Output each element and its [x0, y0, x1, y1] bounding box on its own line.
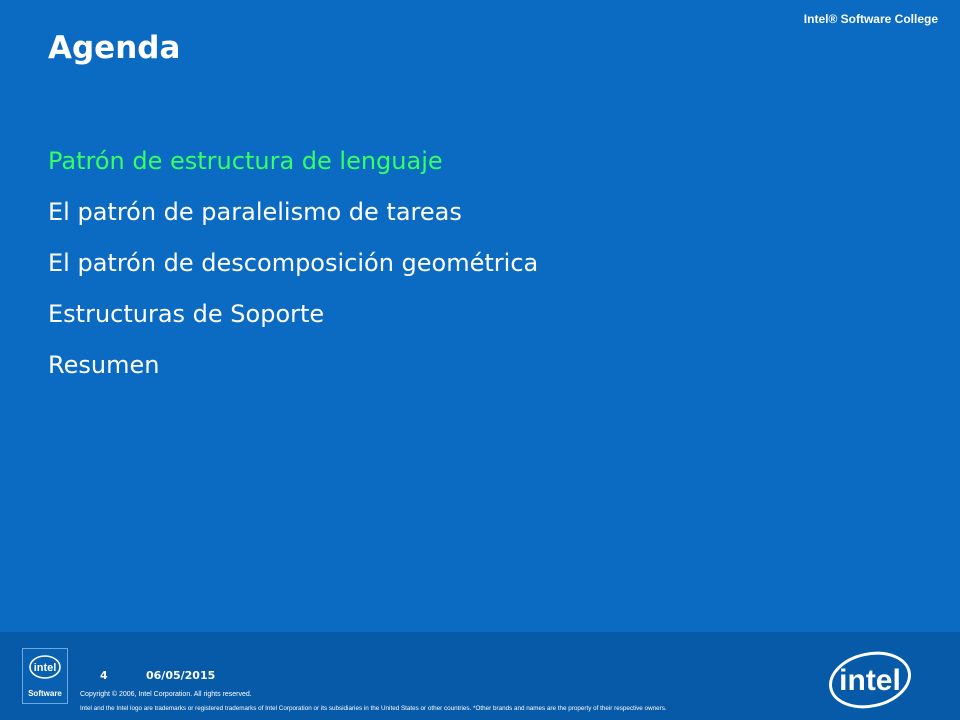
- agenda-item-language-structure: Patrón de estructura de lenguaje: [48, 147, 443, 175]
- intel-software-mark-text: intel: [33, 662, 57, 674]
- agenda-item-summary: Resumen: [48, 351, 160, 379]
- intel-logo-icon: [826, 646, 918, 710]
- agenda-item-support-structures: Estructuras de Soporte: [48, 300, 325, 328]
- trademark-notice: Intel and the Intel logo are trademarks or registered trademarks of Intel Corporation or its subsidiaries in the United States or other countries. *Other brands and names are the property of their respective owners.: [80, 705, 667, 712]
- intel-software-logo-icon: [22, 648, 68, 704]
- footer: [0, 632, 960, 720]
- page-number: 4: [100, 669, 108, 682]
- intel-software-mark-icon: [28, 653, 62, 681]
- brand-header: Intel® Software College: [803, 12, 938, 26]
- agenda-list: [48, 143, 538, 398]
- slide-title: Agenda: [48, 30, 181, 66]
- agenda-item-task-parallelism: El patrón de paralelismo de tareas: [48, 198, 462, 226]
- agenda-item-geometric-decomposition: El patrón de descomposición geométrica: [48, 249, 539, 277]
- footer-date: 06/05/2015: [146, 669, 216, 682]
- copyright-notice: Copyright © 2006, Intel Corporation. All rights reserved.: [80, 691, 252, 698]
- intel-logo-text: intel: [839, 664, 901, 697]
- software-logo-label: Software: [28, 689, 62, 698]
